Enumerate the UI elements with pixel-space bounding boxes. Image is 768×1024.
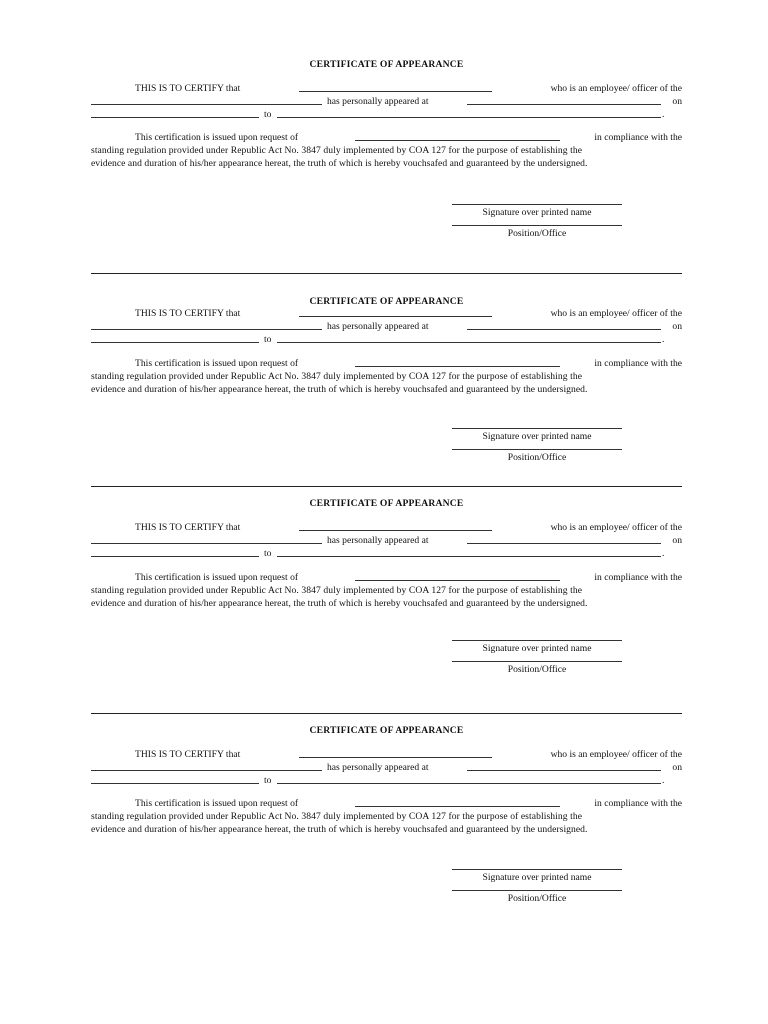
place-blank[interactable]: [467, 543, 661, 544]
certificate-title: CERTIFICATE OF APPEARANCE: [309, 498, 464, 509]
to-text: to: [264, 334, 272, 345]
section-divider: [91, 273, 682, 274]
signature-label: Signature over printed name: [482, 431, 592, 442]
signature-rule[interactable]: [452, 428, 622, 429]
place-blank[interactable]: [467, 104, 661, 105]
request-line: [91, 571, 682, 584]
standing-line: standing regulation provided under Republic Act No. 3847 duly implemented by COA 127 for the purpose of establishing the: [91, 585, 583, 596]
on-text: on: [672, 535, 682, 546]
appeared-line: [91, 320, 682, 333]
date-to-blank[interactable]: [277, 556, 661, 557]
appeared-line: [91, 534, 682, 547]
section-divider: [91, 486, 682, 487]
appeared-text: has personally appeared at: [327, 762, 429, 773]
on-text: on: [672, 321, 682, 332]
employee-suffix: who is an employee/ officer of the: [550, 83, 682, 94]
evidence-line: evidence and duration of his/her appearance hereat, the truth of which is hereby vouchsafed and guaranteed by the undersigned.: [91, 158, 588, 169]
certify-line: [91, 307, 682, 320]
position-label: Position/Office: [507, 893, 567, 904]
name-blank[interactable]: [299, 91, 492, 92]
certificate-4: [91, 725, 682, 915]
standing-line: standing regulation provided under Republic Act No. 3847 duly implemented by COA 127 for the purpose of establishing the: [91, 145, 583, 156]
to-text: to: [264, 548, 272, 559]
certificate-3: [91, 498, 682, 688]
name-blank[interactable]: [299, 316, 492, 317]
signature-rule[interactable]: [452, 640, 622, 641]
name-blank[interactable]: [299, 530, 492, 531]
request-line: [91, 131, 682, 144]
signature-block: [452, 869, 622, 905]
to-text: to: [264, 775, 272, 786]
request-line: [91, 357, 682, 370]
position-rule[interactable]: [452, 449, 622, 450]
office-blank[interactable]: [91, 770, 322, 771]
signature-rule[interactable]: [452, 869, 622, 870]
appeared-text: has personally appeared at: [327, 321, 429, 332]
certificate-title: CERTIFICATE OF APPEARANCE: [309, 725, 464, 736]
requester-blank[interactable]: [355, 806, 560, 807]
requester-blank[interactable]: [355, 366, 560, 367]
appeared-line: [91, 95, 682, 108]
certify-line: [91, 521, 682, 534]
signature-label: Signature over printed name: [482, 643, 592, 654]
standing-line: standing regulation provided under Republic Act No. 3847 duly implemented by COA 127 for the purpose of establishing the: [91, 811, 583, 822]
certificate-1: [91, 59, 682, 249]
compliance-text: in compliance with the: [594, 798, 682, 809]
on-text: on: [672, 96, 682, 107]
period-text: .: [662, 334, 665, 345]
compliance-text: in compliance with the: [594, 572, 682, 583]
position-rule[interactable]: [452, 225, 622, 226]
certificate-title: CERTIFICATE OF APPEARANCE: [309, 296, 464, 307]
date-to-blank[interactable]: [277, 342, 661, 343]
date-from-blank[interactable]: [91, 556, 259, 557]
date-from-blank[interactable]: [91, 117, 259, 118]
office-blank[interactable]: [91, 329, 322, 330]
evidence-line: evidence and duration of his/her appearance hereat, the truth of which is hereby vouchsafed and guaranteed by the undersigned.: [91, 598, 588, 609]
employee-suffix: who is an employee/ officer of the: [550, 522, 682, 533]
evidence-line: evidence and duration of his/her appearance hereat, the truth of which is hereby vouchsafed and guaranteed by the undersigned.: [91, 824, 588, 835]
request-prefix: This certification is issued upon request of: [135, 572, 299, 583]
date-to-blank[interactable]: [277, 117, 661, 118]
signature-block: [452, 428, 622, 464]
request-prefix: This certification is issued upon request of: [135, 798, 299, 809]
signature-rule[interactable]: [452, 204, 622, 205]
position-rule[interactable]: [452, 661, 622, 662]
evidence-line: evidence and duration of his/her appearance hereat, the truth of which is hereby vouchsafed and guaranteed by the undersigned.: [91, 384, 588, 395]
certify-line: [91, 748, 682, 761]
appeared-text: has personally appeared at: [327, 535, 429, 546]
signature-block: [452, 640, 622, 676]
appeared-line: [91, 761, 682, 774]
signature-label: Signature over printed name: [482, 207, 592, 218]
date-line: [91, 774, 682, 787]
certify-line: [91, 82, 682, 95]
place-blank[interactable]: [467, 329, 661, 330]
section-divider: [91, 713, 682, 714]
period-text: .: [662, 109, 665, 120]
position-label: Position/Office: [507, 452, 567, 463]
position-rule[interactable]: [452, 890, 622, 891]
appeared-text: has personally appeared at: [327, 96, 429, 107]
request-prefix: This certification is issued upon request of: [135, 132, 299, 143]
compliance-text: in compliance with the: [594, 132, 682, 143]
period-text: .: [662, 548, 665, 559]
certificate-title: CERTIFICATE OF APPEARANCE: [309, 59, 464, 70]
date-line: [91, 333, 682, 346]
certify-prefix: THIS IS TO CERTIFY that: [135, 83, 241, 94]
certify-prefix: THIS IS TO CERTIFY that: [135, 308, 241, 319]
signature-label: Signature over printed name: [482, 872, 592, 883]
requester-blank[interactable]: [355, 580, 560, 581]
on-text: on: [672, 762, 682, 773]
position-label: Position/Office: [507, 664, 567, 675]
name-blank[interactable]: [299, 757, 492, 758]
place-blank[interactable]: [467, 770, 661, 771]
to-text: to: [264, 109, 272, 120]
office-blank[interactable]: [91, 543, 322, 544]
request-line: [91, 797, 682, 810]
date-to-blank[interactable]: [277, 783, 661, 784]
employee-suffix: who is an employee/ officer of the: [550, 749, 682, 760]
standing-line: standing regulation provided under Republic Act No. 3847 duly implemented by COA 127 for the purpose of establishing the: [91, 371, 583, 382]
office-blank[interactable]: [91, 104, 322, 105]
date-from-blank[interactable]: [91, 783, 259, 784]
certify-prefix: THIS IS TO CERTIFY that: [135, 522, 241, 533]
position-label: Position/Office: [507, 228, 567, 239]
employee-suffix: who is an employee/ officer of the: [550, 308, 682, 319]
date-from-blank[interactable]: [91, 342, 259, 343]
certificate-2: [91, 296, 682, 486]
requester-blank[interactable]: [355, 140, 560, 141]
compliance-text: in compliance with the: [594, 358, 682, 369]
request-prefix: This certification is issued upon request of: [135, 358, 299, 369]
signature-block: [452, 204, 622, 240]
date-line: [91, 108, 682, 121]
date-line: [91, 547, 682, 560]
period-text: .: [662, 775, 665, 786]
certify-prefix: THIS IS TO CERTIFY that: [135, 749, 241, 760]
